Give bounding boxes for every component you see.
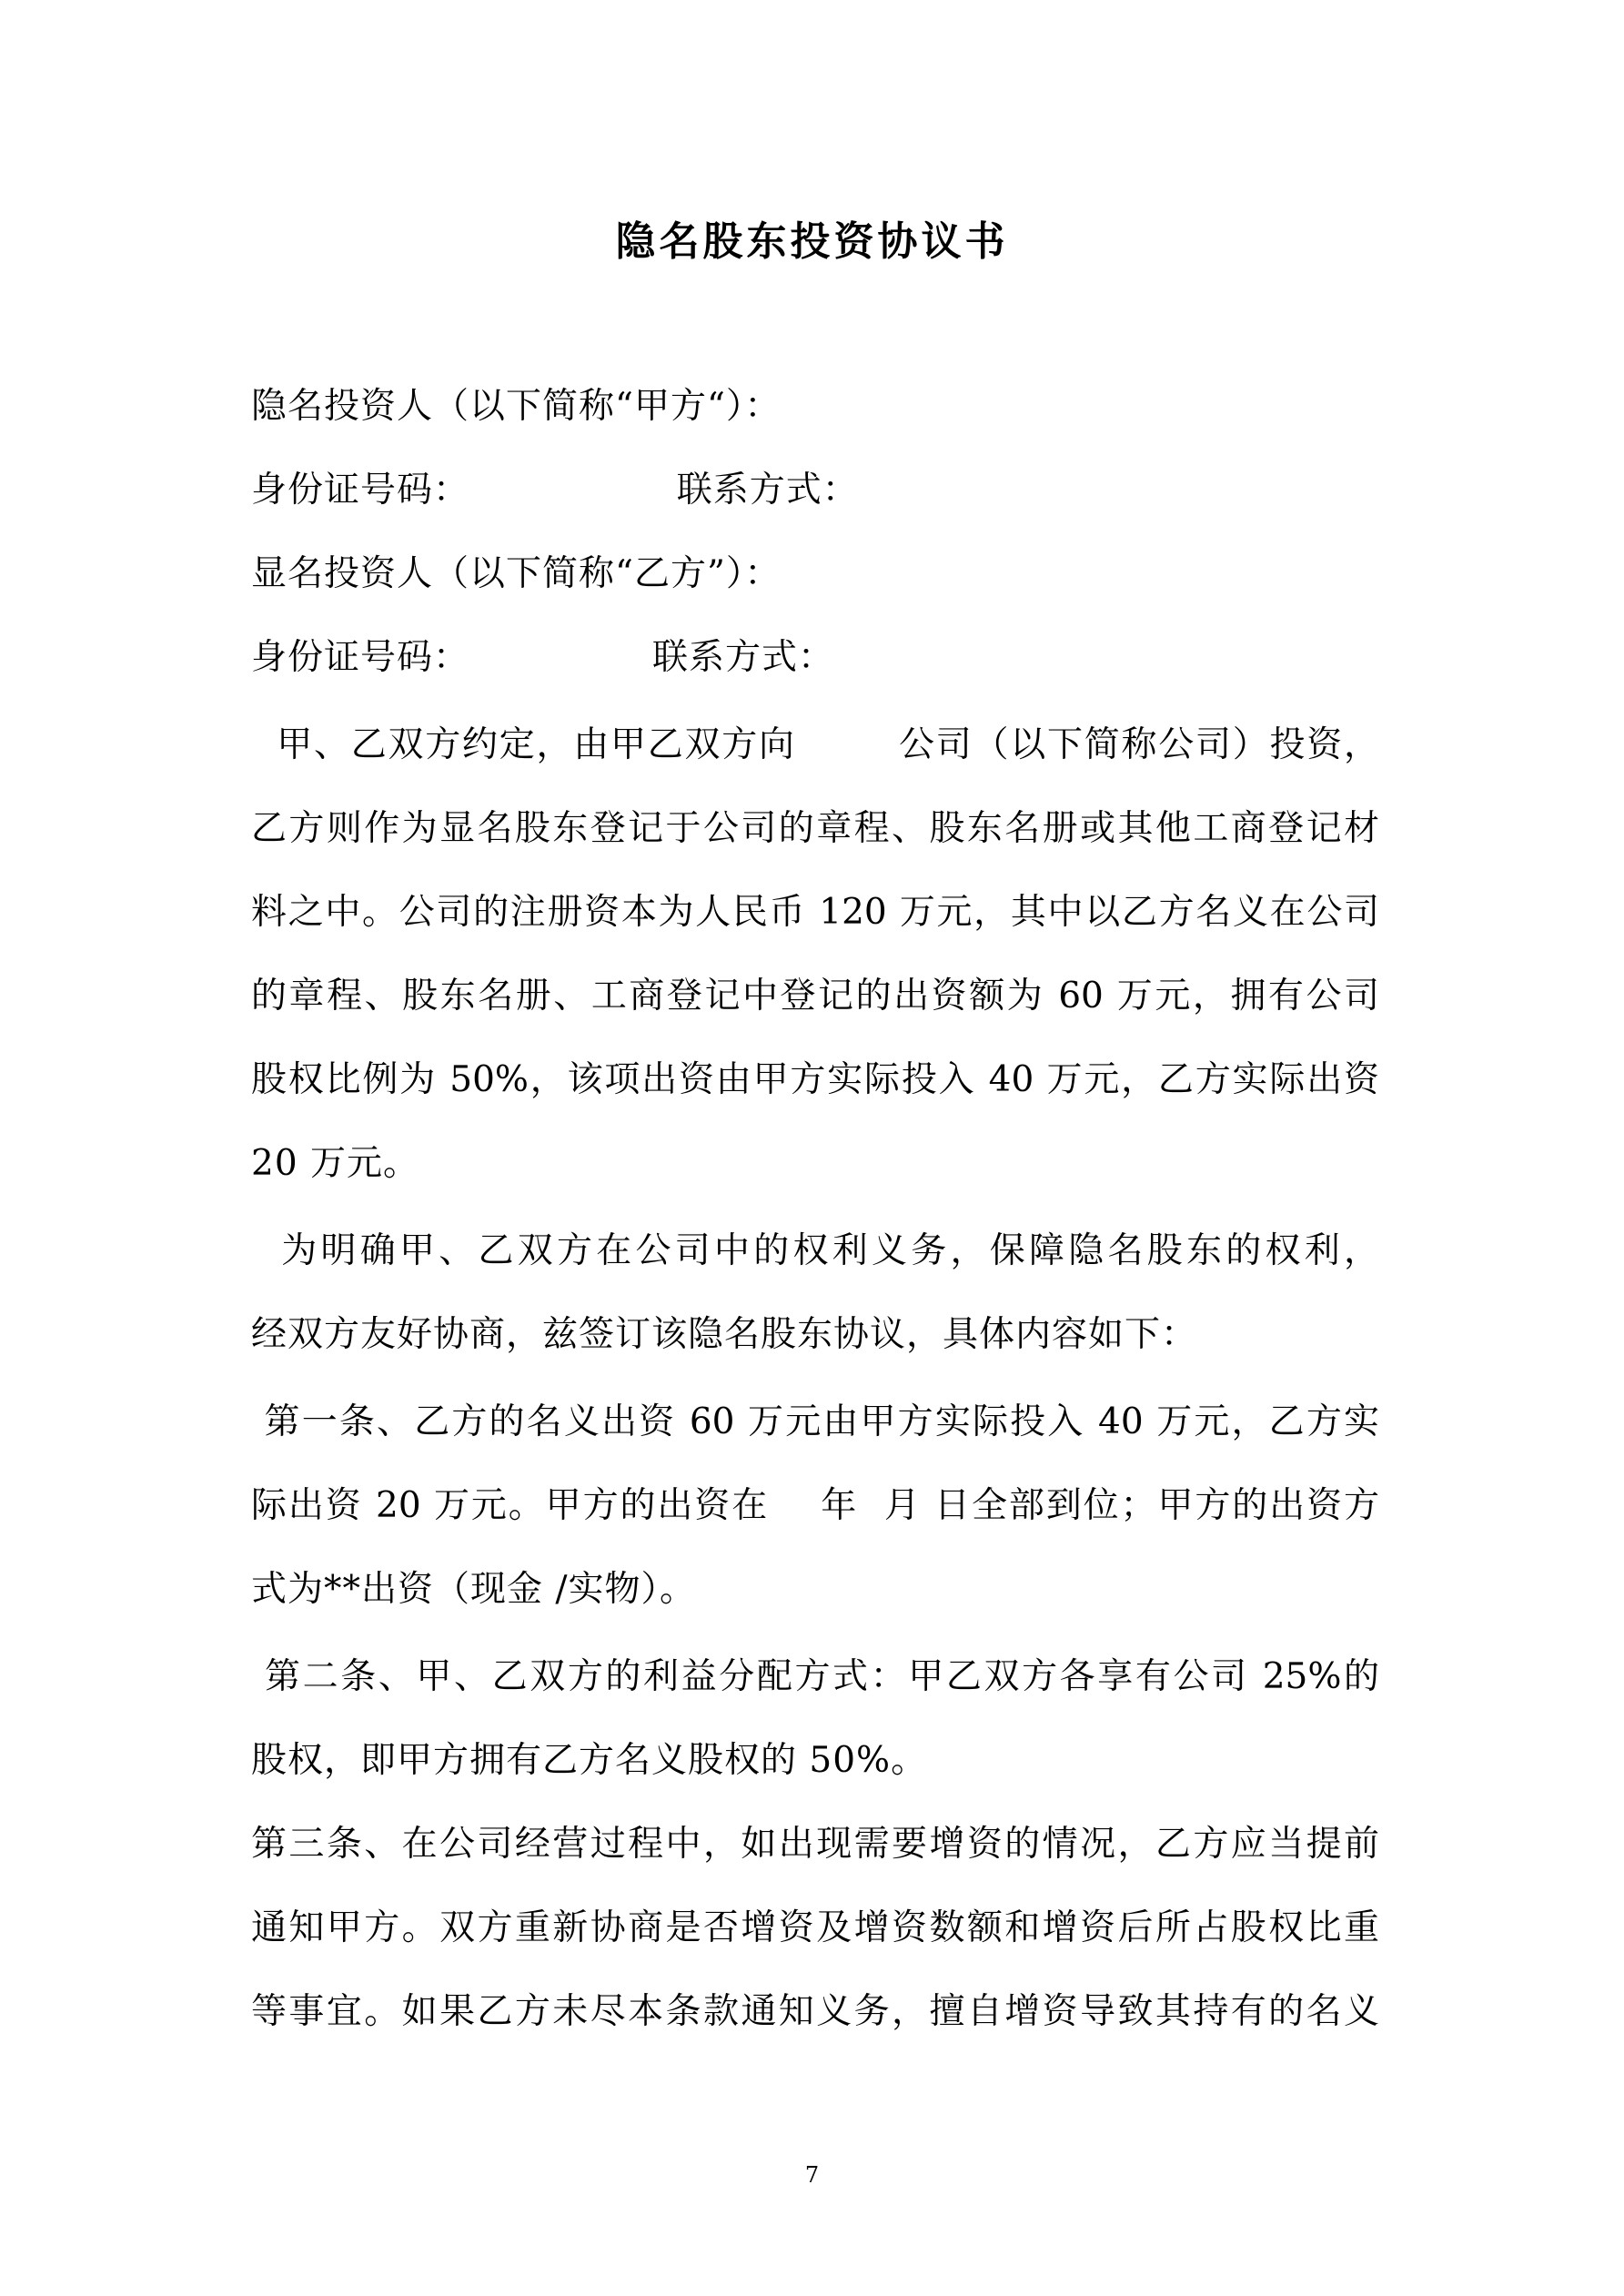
party-b-id-contact: 身份证号码： 联系方式： xyxy=(251,637,834,678)
paragraph-line: 的章程、股东名册、工商登记中登记的出资额为 60 万元，拥有公司 xyxy=(251,976,1379,1017)
party-b-heading: 显名投资人（以下简称“乙方”）： xyxy=(251,553,782,594)
document-title: 隐名股东投资协议书 xyxy=(615,218,1009,265)
party-a-id-contact: 身份证号码： 联系方式： xyxy=(251,470,859,511)
party-a-heading: 隐名投资人（以下简称“甲方“）： xyxy=(251,386,782,427)
article-1-line: 第一条、乙方的名义出资 60 万元由甲方实际投入 40 万元，乙方实 xyxy=(251,1401,1379,1442)
paragraph-line: 料之中。公司的注册资本为人民币 120 万元，其中以乙方名义在公司 xyxy=(251,892,1379,933)
paragraph-line: 股权比例为 50%，该项出资由甲方实际投入 40 万元，乙方实际出资 xyxy=(251,1059,1379,1100)
paragraph-line: 为明确甲、乙双方在公司中的权利义务，保障隐名股东的权利， xyxy=(251,1230,1379,1271)
article-2-line: 股权，即甲方拥有乙方名义股权的 50%。 xyxy=(251,1740,928,1781)
article-3-line: 通知甲方。双方重新协商是否增资及增资数额和增资后所占股权比重 xyxy=(251,1907,1379,1948)
paragraph-line: 经双方友好协商，兹签订该隐名股东协议，具体内容如下： xyxy=(251,1314,1198,1355)
paragraph-line: 甲、乙双方约定，由甲乙双方向 公司（以下简称公司）投资， xyxy=(251,724,1379,765)
article-2-line: 第二条、甲、乙双方的利益分配方式：甲乙双方各享有公司 25%的 xyxy=(251,1656,1379,1697)
article-3-line: 第三条、在公司经营过程中，如出现需要增资的情况，乙方应当提前 xyxy=(251,1824,1379,1865)
article-3-line: 等事宜。如果乙方未尽本条款通知义务，擅自增资导致其持有的名义 xyxy=(251,1991,1379,2032)
article-1-line: 式为**出资（现金 /实物）。 xyxy=(251,1569,697,1610)
paragraph-line: 乙方则作为显名股东登记于公司的章程、股东名册或其他工商登记材 xyxy=(251,808,1379,849)
article-1-line: 际出资 20 万元。甲方的出资在 年 月 日全部到位；甲方的出资方 xyxy=(251,1485,1379,1526)
paragraph-line: 20 万元。 xyxy=(251,1143,420,1184)
page-number: 7 xyxy=(804,2162,820,2188)
